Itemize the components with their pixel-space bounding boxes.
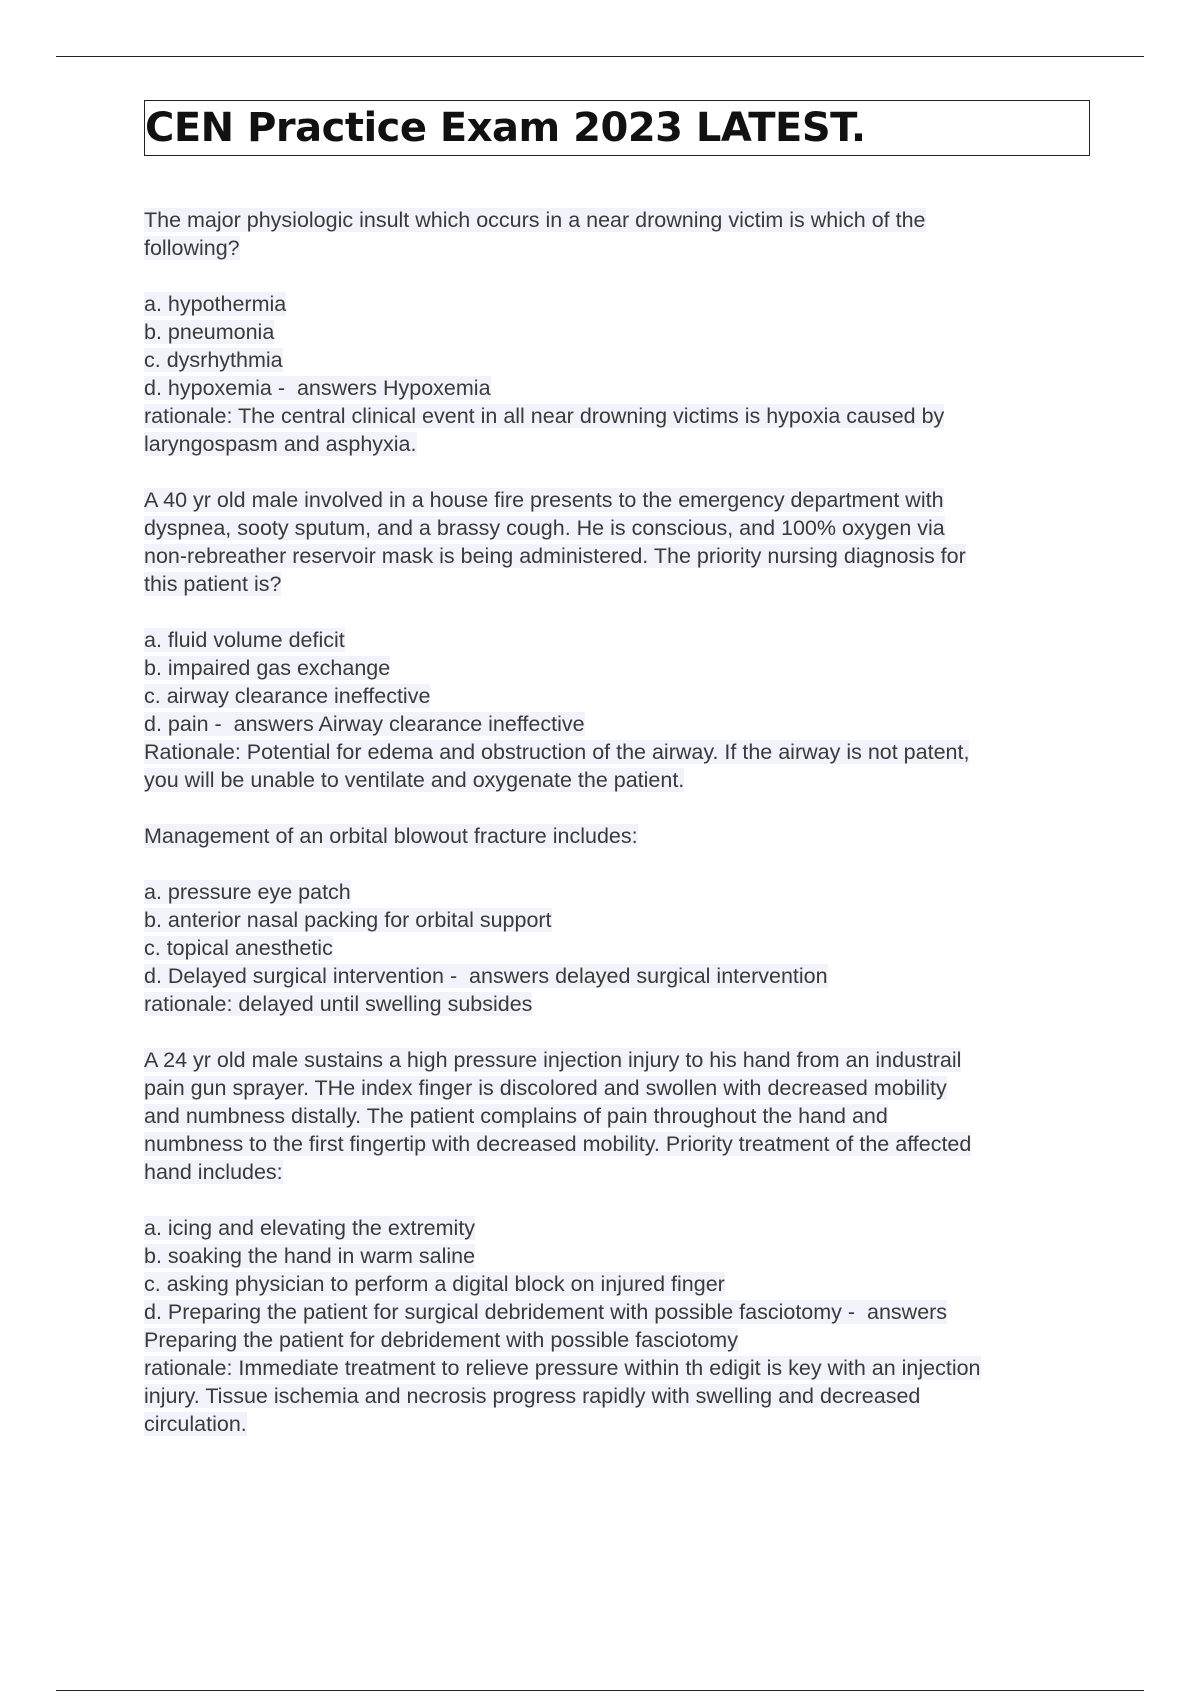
question-line <box>144 206 1090 234</box>
question-text <box>144 486 1090 598</box>
answer-options <box>144 290 1090 458</box>
answer-line <box>144 430 1090 458</box>
answer-line <box>144 682 1090 710</box>
question-line-text: Management of an orbital blowout fracture includes: <box>144 824 638 848</box>
question-block <box>144 1046 1090 1438</box>
answer-line-text: a. icing and elevating the extremity <box>144 1216 476 1240</box>
answer-line <box>144 290 1090 318</box>
answer-line <box>144 402 1090 430</box>
answer-options <box>144 878 1090 1018</box>
answer-line-text: a. hypothermia <box>144 292 287 316</box>
answer-line <box>144 710 1090 738</box>
answer-line <box>144 318 1090 346</box>
answer-line <box>144 374 1090 402</box>
answer-line-text: rationale: delayed until swelling subsides <box>144 992 533 1016</box>
answer-line-text: c. dysrhythmia <box>144 348 283 372</box>
answer-line-text: rationale: The central clinical event in all near drowning victims is hypoxia caused by <box>144 404 945 428</box>
question-text <box>144 822 1090 850</box>
answer-line <box>144 766 1090 794</box>
question-list <box>144 206 1090 1438</box>
question-line <box>144 1130 1090 1158</box>
answer-line-text: laryngospasm and asphyxia. <box>144 432 417 456</box>
answer-line <box>144 934 1090 962</box>
answer-options <box>144 626 1090 794</box>
document-body <box>144 100 1090 1466</box>
answer-line <box>144 738 1090 766</box>
question-text <box>144 206 1090 262</box>
question-line-text: and numbness distally. The patient complains of pain throughout the hand and <box>144 1104 888 1128</box>
answer-line <box>144 962 1090 990</box>
question-line-text: this patient is? <box>144 572 282 596</box>
answer-line-text: d. hypoxemia - answers Hypoxemia <box>144 376 491 400</box>
answer-line-text: b. pneumonia <box>144 320 275 344</box>
title-box <box>144 100 1090 156</box>
question-line-text: hand includes: <box>144 1160 283 1184</box>
question-block <box>144 486 1090 794</box>
answer-line <box>144 990 1090 1018</box>
answer-line-text: d. Delayed surgical intervention - answers delayed surgical intervention <box>144 964 828 988</box>
question-line <box>144 514 1090 542</box>
answer-options <box>144 1214 1090 1438</box>
question-line-text: dyspnea, sooty sputum, and a brassy cough. He is conscious, and 100% oxygen via <box>144 516 945 540</box>
question-block <box>144 206 1090 458</box>
answer-line-text: d. Preparing the patient for surgical debridement with possible fasciotomy - answers <box>144 1300 948 1324</box>
question-line-text: The major physiologic insult which occurs in a near drowning victim is which of the <box>144 208 926 232</box>
answer-line-text: c. asking physician to perform a digital block on injured finger <box>144 1272 725 1296</box>
answer-line-text: you will be unable to ventilate and oxygenate the patient. <box>144 768 685 792</box>
question-line-text: A 24 yr old male sustains a high pressure injection injury to his hand from an industrail <box>144 1048 962 1072</box>
question-line <box>144 1046 1090 1074</box>
answer-line <box>144 906 1090 934</box>
question-line-text: A 40 yr old male involved in a house fire presents to the emergency department with <box>144 488 944 512</box>
question-line <box>144 822 1090 850</box>
question-line <box>144 542 1090 570</box>
answer-line-text: circulation. <box>144 1412 247 1436</box>
answer-line-text: a. pressure eye patch <box>144 880 351 904</box>
question-line <box>144 570 1090 598</box>
answer-line-text: c. airway clearance ineffective <box>144 684 431 708</box>
answer-line-text: b. anterior nasal packing for orbital support <box>144 908 552 932</box>
answer-line <box>144 878 1090 906</box>
answer-line-text: b. impaired gas exchange <box>144 656 391 680</box>
question-line <box>144 1158 1090 1186</box>
document-title: CEN Practice Exam 2023 LATEST. <box>145 105 866 151</box>
question-line-text: pain gun sprayer. THe index finger is discolored and swollen with decreased mobility <box>144 1076 947 1100</box>
answer-line <box>144 1354 1090 1382</box>
question-line-text: non-rebreather reservoir mask is being administered. The priority nursing diagnosis for <box>144 544 966 568</box>
answer-line <box>144 654 1090 682</box>
answer-line-text: a. fluid volume deficit <box>144 628 345 652</box>
answer-line <box>144 1382 1090 1410</box>
question-line <box>144 1074 1090 1102</box>
question-line-text: numbness to the first fingertip with decreased mobility. Priority treatment of the affected <box>144 1132 972 1156</box>
question-line <box>144 234 1090 262</box>
answer-line-text: b. soaking the hand in warm saline <box>144 1244 476 1268</box>
answer-line <box>144 1326 1090 1354</box>
answer-line <box>144 1410 1090 1438</box>
answer-line <box>144 626 1090 654</box>
question-line <box>144 1102 1090 1130</box>
answer-line <box>144 1214 1090 1242</box>
bottom-divider <box>56 1690 1144 1691</box>
answer-line <box>144 1270 1090 1298</box>
answer-line-text: c. topical anesthetic <box>144 936 333 960</box>
answer-line-text: rationale: Immediate treatment to relieve pressure within th edigit is key with an injection <box>144 1356 981 1380</box>
answer-line-text: injury. Tissue ischemia and necrosis progress rapidly with swelling and decreased <box>144 1384 921 1408</box>
answer-line <box>144 1298 1090 1326</box>
question-block <box>144 822 1090 1018</box>
answer-line <box>144 346 1090 374</box>
answer-line-text: d. pain - answers Airway clearance ineffective <box>144 712 585 736</box>
top-divider <box>56 56 1144 57</box>
answer-line <box>144 1242 1090 1270</box>
question-line <box>144 486 1090 514</box>
answer-line-text: Preparing the patient for debridement with possible fasciotomy <box>144 1328 738 1352</box>
question-text <box>144 1046 1090 1186</box>
question-line-text: following? <box>144 236 240 260</box>
answer-line-text: Rationale: Potential for edema and obstruction of the airway. If the airway is not patent, <box>144 740 970 764</box>
